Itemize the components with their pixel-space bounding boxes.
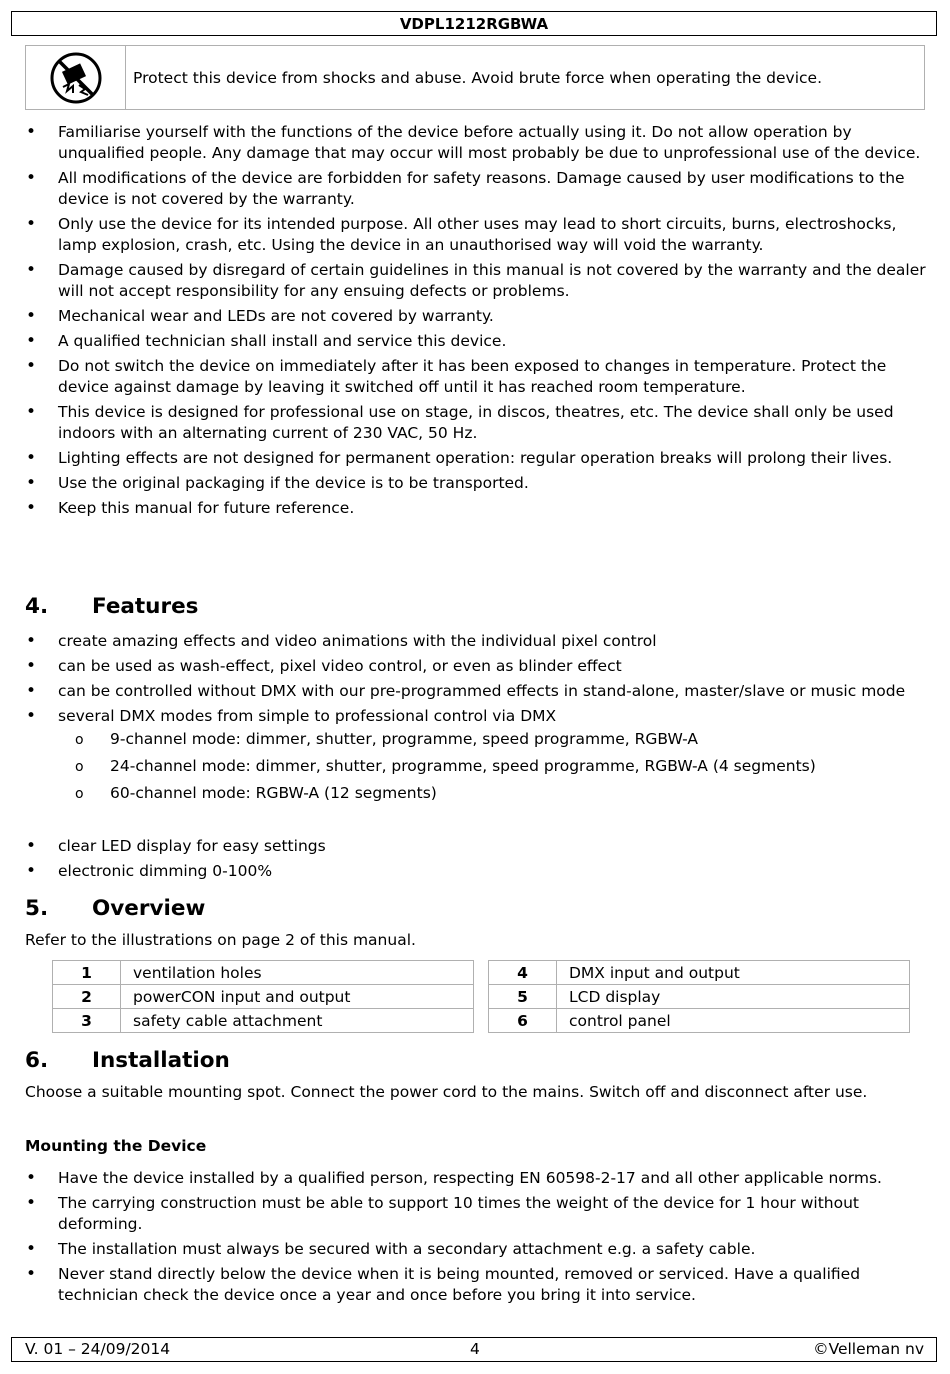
list-item	[0, 706, 950, 804]
section-title: Features	[92, 594, 199, 619]
sub-list-item: o 24-channel mode: dimmer, shutter, programme, speed programme, RGBW-A (4 segments)	[58, 756, 932, 777]
list-item: • Keep this manual for future reference.	[0, 498, 950, 519]
list-item: • Use the original packaging if the device is to be transported.	[0, 473, 950, 494]
list-item: • Do not switch the device on immediately after it has been exposed to changes in temperature. Protect the device against damage by leaving it switched off until it has reached room temperature.	[0, 356, 950, 398]
no-shock-icon	[49, 51, 103, 105]
overview-intro: Refer to the illustrations on page 2 of this manual.	[25, 931, 416, 949]
installation-heading	[25, 1048, 230, 1073]
page-number: 4	[470, 1340, 480, 1358]
features-list-continued	[0, 836, 950, 886]
list-item: • Only use the device for its intended purpose. All other uses may lead to short circuits, burns, electroshocks, lamp explosion, crash, etc. Using the device in an unauthorised way will void the warranty.	[0, 214, 950, 256]
installation-intro: Choose a suitable mounting spot. Connect the power cord to the mains. Switch off and disconnect after use.	[25, 1083, 868, 1101]
list-item: • Familiarise yourself with the functions of the device before actually using it. Do not allow operation by unqualified people. Any damage that may occur will most probably be due to unprofessional use of the device.	[0, 122, 950, 164]
general-guidelines-list	[0, 122, 950, 523]
warning-box	[25, 45, 925, 110]
section-title: Installation	[92, 1048, 230, 1073]
version-date: V. 01 – 24/09/2014	[25, 1340, 171, 1358]
model-title: VDPL1212RGBWA	[399, 15, 549, 33]
part-number: 1	[53, 961, 121, 985]
list-item: • clear LED display for easy settings	[0, 836, 950, 857]
part-label: control panel	[557, 1009, 910, 1033]
mounting-subheading: Mounting the Device	[25, 1137, 207, 1155]
list-item-text: several DMX modes from simple to professional control via DMX	[58, 707, 557, 725]
part-label: DMX input and output	[557, 961, 910, 985]
list-item: • Mechanical wear and LEDs are not covered by warranty.	[0, 306, 950, 327]
list-item: • The installation must always be secured with a secondary attachment e.g. a safety cable.	[0, 1239, 950, 1260]
sub-list-item: o 60-channel mode: RGBW-A (12 segments)	[58, 783, 932, 804]
list-item: • This device is designed for professional use on stage, in discos, theatres, etc. The device shall only be used indoors with an alternating current of 230 VAC, 50 Hz.	[0, 402, 950, 444]
sub-list-item: o 9-channel mode: dimmer, shutter, programme, speed programme, RGBW-A	[58, 729, 932, 750]
table-row	[489, 985, 910, 1009]
table-row	[53, 985, 474, 1009]
list-item: • A qualified technician shall install and service this device.	[0, 331, 950, 352]
list-item: • Never stand directly below the device when it is being mounted, removed or serviced. Have a qualified technician check the device once a year and once before you bring it into service.	[0, 1264, 950, 1306]
part-number: 4	[489, 961, 557, 985]
part-number: 3	[53, 1009, 121, 1033]
overview-heading	[25, 896, 205, 921]
list-item: • Damage caused by disregard of certain guidelines in this manual is not covered by the warranty and the dealer will not accept responsibility for any ensuing defects or problems.	[0, 260, 950, 302]
part-label: LCD display	[557, 985, 910, 1009]
features-heading	[25, 594, 198, 619]
list-item: • electronic dimming 0-100%	[0, 861, 950, 882]
section-number: 5.	[25, 896, 49, 921]
dmx-modes-list	[58, 729, 932, 804]
list-item: • The carrying construction must be able to support 10 times the weight of the device for 1 hour without deforming.	[0, 1193, 950, 1235]
document-header	[11, 11, 937, 36]
list-item: • All modifications of the device are forbidden for safety reasons. Damage caused by user modifications to the device is not covered by the warranty.	[0, 168, 950, 210]
part-label: ventilation holes	[121, 961, 474, 985]
warning-text: Protect this device from shocks and abuse. Avoid brute force when operating the device.	[133, 69, 823, 87]
overview-table-right	[488, 960, 910, 1033]
list-item: • can be used as wash-effect, pixel video control, or even as blinder effect	[0, 656, 950, 677]
list-item: • can be controlled without DMX with our pre-programmed effects in stand-alone, master/slave or music mode	[0, 681, 950, 702]
part-number: 6	[489, 1009, 557, 1033]
section-number: 4.	[25, 594, 49, 619]
part-label: powerCON input and output	[121, 985, 474, 1009]
section-title: Overview	[92, 896, 206, 921]
list-item: • Lighting effects are not designed for permanent operation: regular operation breaks will prolong their lives.	[0, 448, 950, 469]
table-row	[53, 1009, 474, 1033]
section-number: 6.	[25, 1048, 49, 1073]
copyright: ©Velleman nv	[813, 1340, 924, 1358]
mounting-list	[0, 1168, 950, 1310]
table-row	[489, 1009, 910, 1033]
table-row	[489, 961, 910, 985]
table-row	[53, 961, 474, 985]
part-number: 5	[489, 985, 557, 1009]
list-item: • Have the device installed by a qualified person, respecting EN 60598-2-17 and all other applicable norms.	[0, 1168, 950, 1189]
list-item: • create amazing effects and video animations with the individual pixel control	[0, 631, 950, 652]
overview-table-left	[52, 960, 474, 1033]
features-list	[0, 631, 950, 810]
part-label: safety cable attachment	[121, 1009, 474, 1033]
warning-icon-cell	[26, 46, 126, 109]
document-footer	[11, 1337, 937, 1362]
part-number: 2	[53, 985, 121, 1009]
